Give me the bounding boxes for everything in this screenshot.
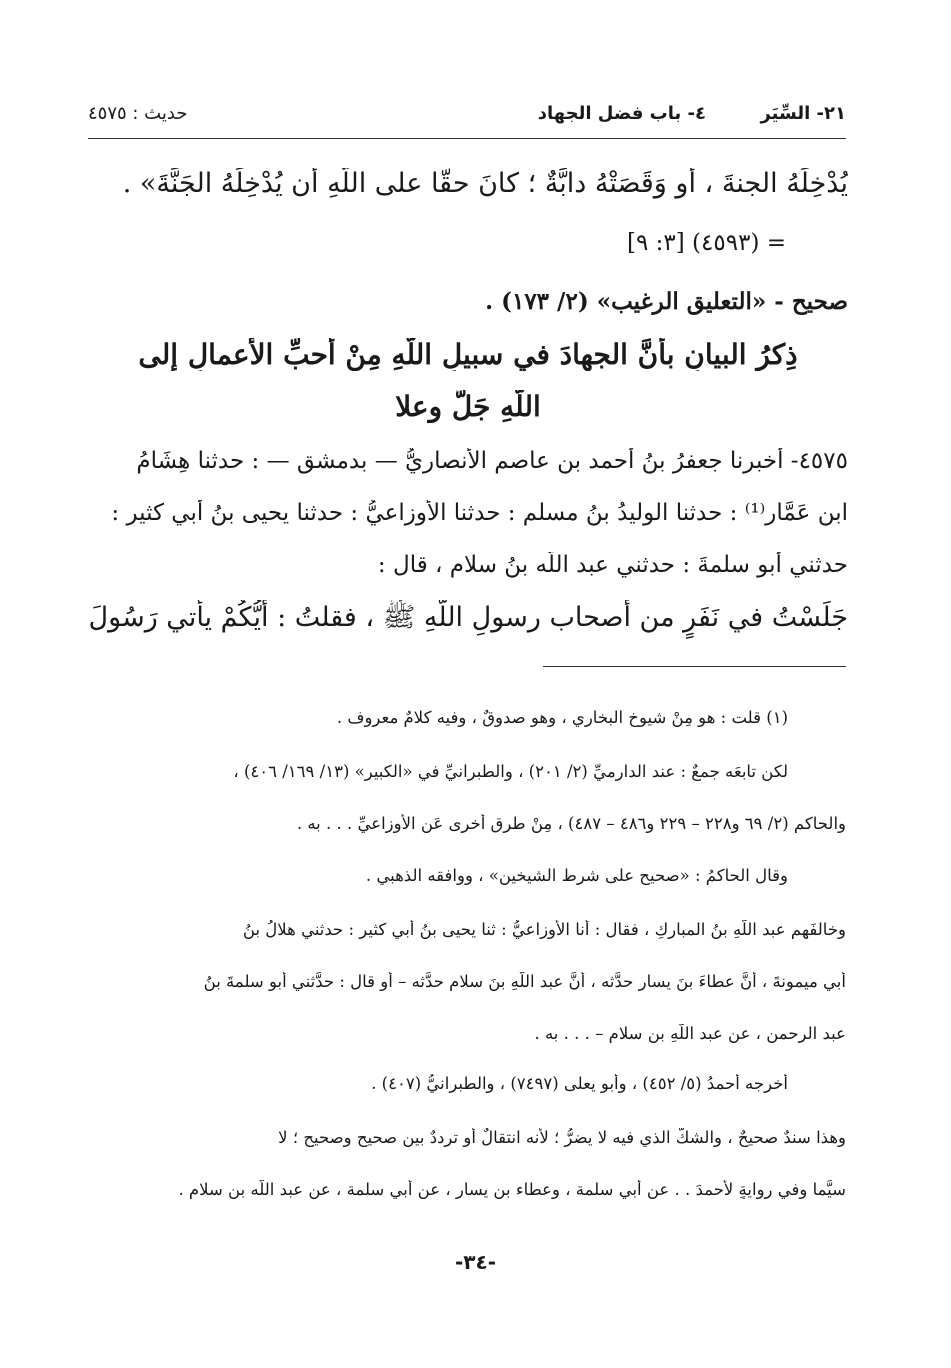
- footnote-line: أبي ميمونةَ ، أنَّ عطاءَ بنَ يسارٍ حدَّثه ، أنَّ عبد اللّهِ بنَ سلامٍ حدَّثه – أو قال : حدَّثني أبو سلمةَ بنُ: [203, 972, 846, 991]
- page-number: -٣٤-: [454, 1250, 497, 1274]
- header-divider: [88, 138, 846, 139]
- footnote-line: (١) قلت : هو مِنْ شيوخ البخاري ، وهو صدوقٌ ، وفيه كلامٌ معروف .: [336, 708, 788, 727]
- section-title-line: اللّهِ جَلَّ وعلا: [395, 390, 541, 423]
- footnote-line: وهذا سندٌ صحيحٌ ، والشكُّ الذي فيه لا يضرُّ ؛ لأنه انتقالٌ أو ترددٌ بين صحيح وصحيحٍ ؛ لا: [278, 1128, 846, 1147]
- body-line: = (٤٥٩٣) [٣: ٩]: [626, 230, 786, 256]
- chapter-title: ٤- باب فضل الجهاد: [537, 102, 706, 124]
- narration-line: ٤٥٧٥- أخبرنا جعفرُ بنُ أحمد بن عاصمٍ الأنصاريُّ — بدمشق — : حدثنا هِشَامُ: [136, 448, 848, 474]
- body-line: يُدْخِلَهُ الجنةَ ، أو وَقَصَتْهُ دابَّةٌ ؛ كانَ حقًّا على اللّهِ أن يُدْخِلَهُ الجَنَّةَ» .: [122, 168, 848, 199]
- book-title: ٢١- السِّيَر: [760, 102, 846, 124]
- footnote-line: عبد الرحمن ، عن عبد اللّهِ بنِ سلامٍ – . . . به .: [534, 1024, 846, 1043]
- narration-line: حدثني أبو سلمةَ : حدثني عبد اللّه بنُ سلامٍ ، قال :: [377, 552, 848, 578]
- narration-line: ابن عَمَّار⁽¹⁾ : حدثنا الوليدُ بنُ مسلم : حدثنا الأوزاعيُّ : حدثنا يحيى بنُ أبي كثيرٍ :: [111, 500, 848, 526]
- running-header: [88, 96, 846, 130]
- hadith-reference: حديث : ٤٥٧٥: [88, 102, 188, 124]
- footnote-line: لكن تابعَه جمعٌ : عند الدارميِّ (٢/ ٢٠١) ، والطبرانيِّ في «الكبير» (١٣/ ١٦٩/ ٤٠٦) ،: [233, 762, 788, 781]
- footnote-line: وقال الحاكمُ : «صحيح على شرط الشيخين» ، ووافقه الذهبي .: [365, 866, 788, 885]
- footnote-line: سيَّما وفي روايةٍ لأحمدَ . . عن أبي سلمة ، وعطاء بن يسار ، عن أبي سلمة ، عن عبد اللّه بن سلام .: [178, 1180, 846, 1199]
- narration-line: جَلَسْتُ في نَفَرٍ من أصحاب رسولِ اللّهِ ﷺ ، فقلتُ : أيُّكُمْ يأتي رَسُولَ: [88, 602, 848, 633]
- footnote-divider: [543, 666, 846, 667]
- section-title-line: ذِكرُ البيانِ بأنَّ الجهادَ في سبيلِ اللّهِ مِنْ أحبِّ الأعمالِ إلى: [138, 338, 798, 371]
- footnote-line: وخالفَهم عبد اللّهِ بنُ المباركِ ، فقال : أنا الأوزاعيُّ : ثنا يحيى بنُ أبي كثير : حدثني هلالُ بنُ: [242, 920, 846, 939]
- footnote-line: والحاكم (٢/ ٦٩ و٢٢٨ – ٢٢٩ و٤٨٦ – ٤٨٧) ، مِنْ طرقٍ أخرى عَنِ الأوزاعيِّ . . . به .: [296, 814, 846, 833]
- grading-line: صحيح - «التعليق الرغيب» (٢/ ١٧٣) .: [485, 288, 848, 315]
- footnote-line: أخرجه أحمدُ (٥/ ٤٥٢) ، وأبو يعلى (٧٤٩٧) ، والطبرانيُّ (٤٠٧) .: [371, 1074, 788, 1093]
